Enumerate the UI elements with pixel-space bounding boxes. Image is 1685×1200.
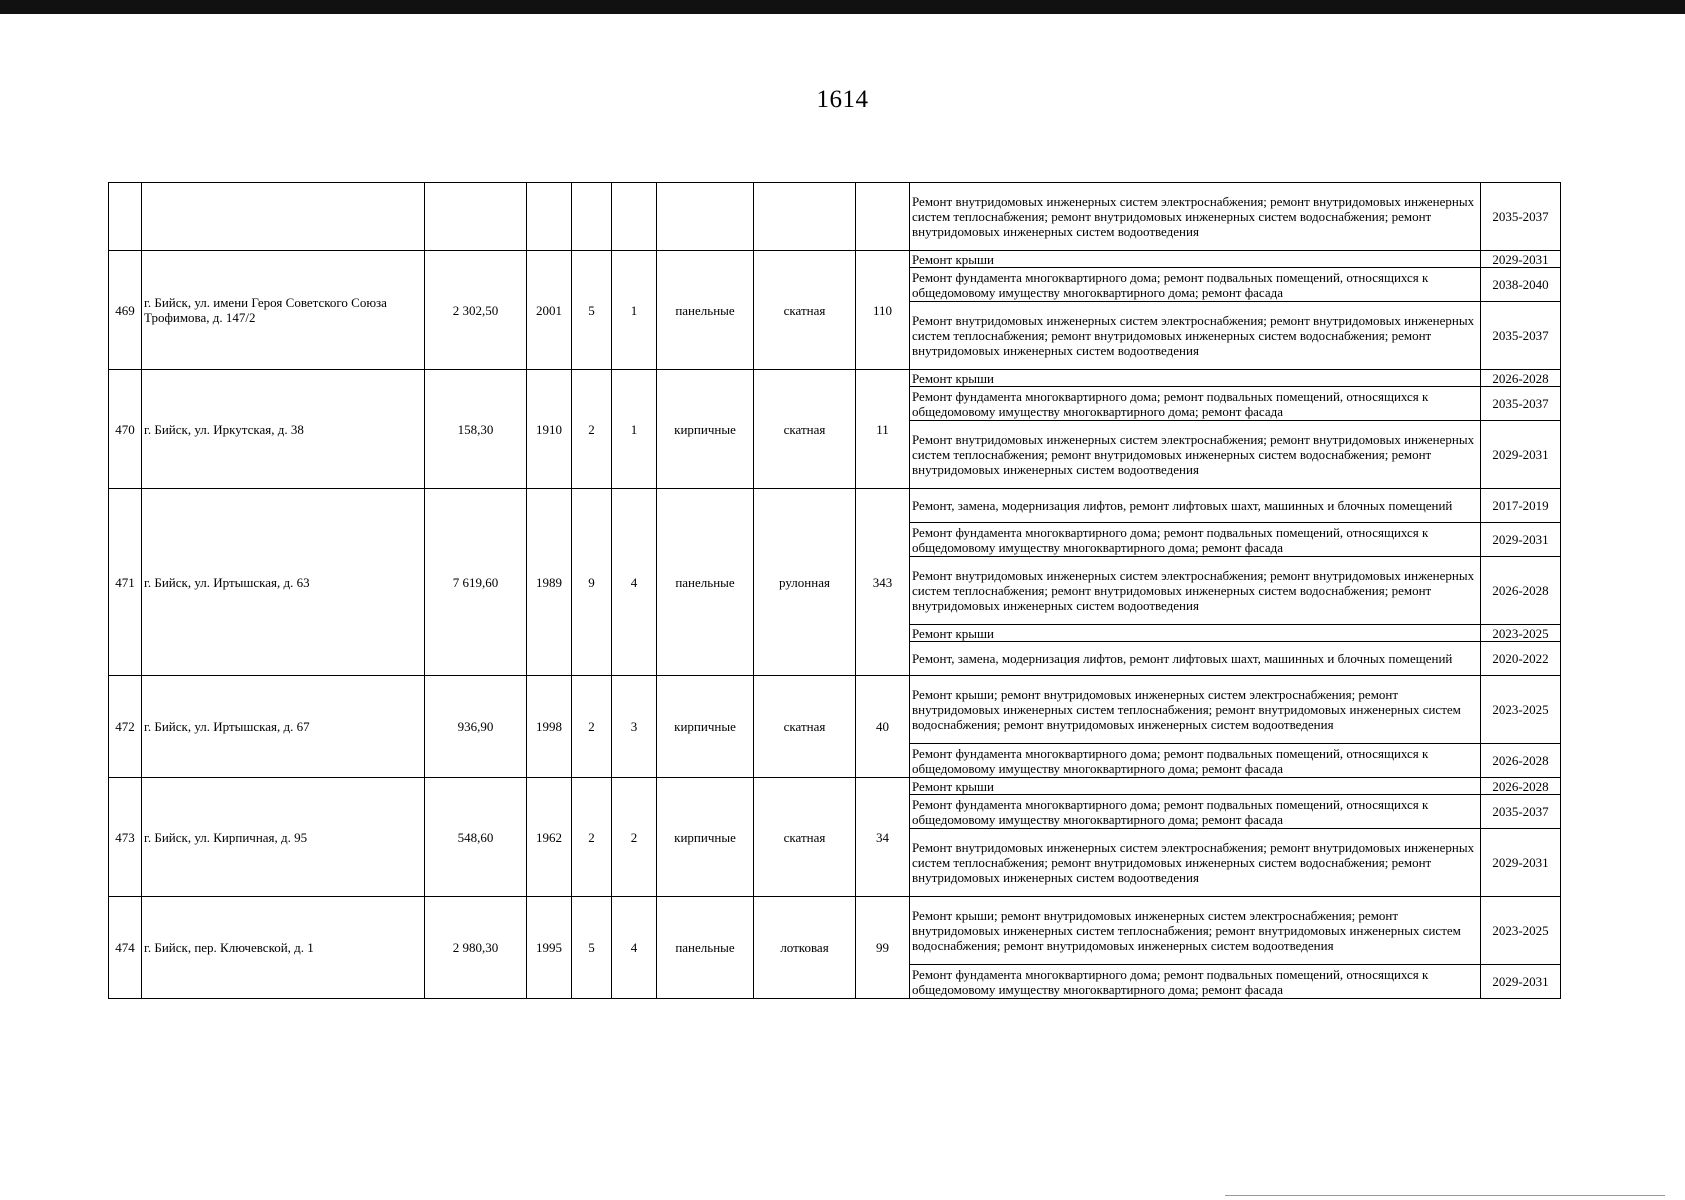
work-period: 2029-2031 (1481, 251, 1561, 268)
wall-material: кирпичные (657, 676, 754, 778)
house-address: г. Бийск, ул. имени Героя Советского Союза Трофимова, д. 147/2 (142, 251, 425, 370)
work-description: Ремонт крыши (910, 778, 1481, 795)
table-body (109, 183, 1561, 999)
house-address: г. Бийск, ул. Иркутская, д. 38 (142, 370, 425, 489)
work-period: 2020-2022 (1481, 642, 1561, 676)
build-year: 1998 (527, 676, 572, 778)
wall-material: кирпичные (657, 778, 754, 897)
work-period: 2023-2025 (1481, 676, 1561, 744)
house-address: г. Бийск, ул. Иртышская, д. 63 (142, 489, 425, 676)
total-area: 936,90 (425, 676, 527, 778)
resident-count: 99 (856, 897, 910, 999)
continuation-empty-cell (754, 183, 856, 251)
work-description: Ремонт фундамента многоквартирного дома; ремонт подвальных помещений, относящихся к общедомовому имуществу многоквартирного дома; ремонт фасада (910, 387, 1481, 421)
floor-count: 9 (572, 489, 612, 676)
continuation-empty-cell (572, 183, 612, 251)
floor-count: 5 (572, 897, 612, 999)
build-year: 1989 (527, 489, 572, 676)
continuation-empty-cell (109, 183, 142, 251)
wall-material: кирпичные (657, 370, 754, 489)
work-description: Ремонт внутридомовых инженерных систем электроснабжения; ремонт внутридомовых инженерных систем теплоснабжения; ремонт внутридомовых инженерных систем водоснабжения; ремонт внутридомовых инженерных систем водоотведения (910, 829, 1481, 897)
build-year: 2001 (527, 251, 572, 370)
table-row (109, 897, 1561, 965)
entrance-count: 4 (612, 489, 657, 676)
row-number: 469 (109, 251, 142, 370)
row-number: 472 (109, 676, 142, 778)
work-description: Ремонт крыши (910, 251, 1481, 268)
total-area: 158,30 (425, 370, 527, 489)
continuation-empty-cell (856, 183, 910, 251)
roof-type: скатная (754, 778, 856, 897)
roof-type: скатная (754, 370, 856, 489)
wall-material: панельные (657, 897, 754, 999)
work-description: Ремонт внутридомовых инженерных систем электроснабжения; ремонт внутридомовых инженерных систем теплоснабжения; ремонт внутридомовых инженерных систем водоснабжения; ремонт внутридомовых инженерных систем водоотведения (910, 183, 1481, 251)
resident-count: 40 (856, 676, 910, 778)
work-period: 2029-2031 (1481, 965, 1561, 999)
work-period: 2029-2031 (1481, 523, 1561, 557)
work-period: 2026-2028 (1481, 557, 1561, 625)
build-year: 1910 (527, 370, 572, 489)
scan-top-band (0, 0, 1685, 14)
work-period: 2035-2037 (1481, 183, 1561, 251)
repair-schedule-table (108, 182, 1561, 999)
resident-count: 34 (856, 778, 910, 897)
work-description: Ремонт крыши; ремонт внутридомовых инженерных систем электроснабжения; ремонт внутридомовых инженерных систем теплоснабжения; ремонт внутридомовых инженерных систем водоснабжения; ремонт внутридомовых инженерных систем водоотведения (910, 897, 1481, 965)
work-period: 2035-2037 (1481, 387, 1561, 421)
continuation-empty-cell (612, 183, 657, 251)
floor-count: 2 (572, 370, 612, 489)
resident-count: 11 (856, 370, 910, 489)
work-period: 2026-2028 (1481, 370, 1561, 387)
work-period: 2029-2031 (1481, 421, 1561, 489)
wall-material: панельные (657, 251, 754, 370)
work-period: 2029-2031 (1481, 829, 1561, 897)
row-number: 474 (109, 897, 142, 999)
continuation-empty-cell (425, 183, 527, 251)
continuation-empty-cell (142, 183, 425, 251)
continuation-empty-cell (527, 183, 572, 251)
table-row (109, 251, 1561, 268)
work-description: Ремонт внутридомовых инженерных систем электроснабжения; ремонт внутридомовых инженерных систем теплоснабжения; ремонт внутридомовых инженерных систем водоснабжения; ремонт внутридомовых инженерных систем водоотведения (910, 421, 1481, 489)
total-area: 2 302,50 (425, 251, 527, 370)
roof-type: лотковая (754, 897, 856, 999)
work-description: Ремонт, замена, модернизация лифтов, ремонт лифтовых шахт, машинных и блочных помещений (910, 642, 1481, 676)
total-area: 2 980,30 (425, 897, 527, 999)
work-description: Ремонт фундамента многоквартирного дома; ремонт подвальных помещений, относящихся к общедомовому имуществу многоквартирного дома; ремонт фасада (910, 965, 1481, 999)
work-description: Ремонт крыши; ремонт внутридомовых инженерных систем электроснабжения; ремонт внутридомовых инженерных систем теплоснабжения; ремонт внутридомовых инженерных систем водоснабжения; ремонт внутридомовых инженерных систем водоотведения (910, 676, 1481, 744)
table-row (109, 489, 1561, 523)
work-description: Ремонт фундамента многоквартирного дома; ремонт подвальных помещений, относящихся к общедомовому имуществу многоквартирного дома; ремонт фасада (910, 268, 1481, 302)
row-number: 470 (109, 370, 142, 489)
row-number: 473 (109, 778, 142, 897)
work-description: Ремонт крыши (910, 625, 1481, 642)
work-period: 2023-2025 (1481, 897, 1561, 965)
work-period: 2038-2040 (1481, 268, 1561, 302)
build-year: 1962 (527, 778, 572, 897)
work-period: 2026-2028 (1481, 778, 1561, 795)
continuation-empty-cell (657, 183, 754, 251)
table-row (109, 370, 1561, 387)
work-description: Ремонт крыши (910, 370, 1481, 387)
work-period: 2026-2028 (1481, 744, 1561, 778)
entrance-count: 4 (612, 897, 657, 999)
work-description: Ремонт внутридомовых инженерных систем электроснабжения; ремонт внутридомовых инженерных систем теплоснабжения; ремонт внутридомовых инженерных систем водоснабжения; ремонт внутридомовых инженерных систем водоотведения (910, 557, 1481, 625)
floor-count: 5 (572, 251, 612, 370)
total-area: 548,60 (425, 778, 527, 897)
work-description: Ремонт, замена, модернизация лифтов, ремонт лифтовых шахт, машинных и блочных помещений (910, 489, 1481, 523)
resident-count: 343 (856, 489, 910, 676)
entrance-count: 1 (612, 251, 657, 370)
work-description: Ремонт внутридомовых инженерных систем электроснабжения; ремонт внутридомовых инженерных систем теплоснабжения; ремонт внутридомовых инженерных систем водоснабжения; ремонт внутридомовых инженерных систем водоотведения (910, 302, 1481, 370)
work-period: 2035-2037 (1481, 302, 1561, 370)
house-address: г. Бийск, ул. Кирпичная, д. 95 (142, 778, 425, 897)
work-description: Ремонт фундамента многоквартирного дома; ремонт подвальных помещений, относящихся к общедомовому имуществу многоквартирного дома; ремонт фасада (910, 523, 1481, 557)
roof-type: скатная (754, 251, 856, 370)
floor-count: 2 (572, 778, 612, 897)
entrance-count: 1 (612, 370, 657, 489)
work-description: Ремонт фундамента многоквартирного дома; ремонт подвальных помещений, относящихся к общедомовому имуществу многоквартирного дома; ремонт фасада (910, 744, 1481, 778)
work-period: 2035-2037 (1481, 795, 1561, 829)
entrance-count: 3 (612, 676, 657, 778)
build-year: 1995 (527, 897, 572, 999)
scan-artifact-line (1225, 1195, 1665, 1196)
entrance-count: 2 (612, 778, 657, 897)
house-address: г. Бийск, пер. Ключевской, д. 1 (142, 897, 425, 999)
table-row (109, 676, 1561, 744)
table-row (109, 183, 1561, 251)
roof-type: скатная (754, 676, 856, 778)
floor-count: 2 (572, 676, 612, 778)
page-number: 1614 (816, 86, 869, 113)
wall-material: панельные (657, 489, 754, 676)
resident-count: 110 (856, 251, 910, 370)
roof-type: рулонная (754, 489, 856, 676)
work-description: Ремонт фундамента многоквартирного дома; ремонт подвальных помещений, относящихся к общедомовому имуществу многоквартирного дома; ремонт фасада (910, 795, 1481, 829)
table-row (109, 778, 1561, 795)
row-number: 471 (109, 489, 142, 676)
total-area: 7 619,60 (425, 489, 527, 676)
house-address: г. Бийск, ул. Иртышская, д. 67 (142, 676, 425, 778)
work-period: 2023-2025 (1481, 625, 1561, 642)
work-period: 2017-2019 (1481, 489, 1561, 523)
